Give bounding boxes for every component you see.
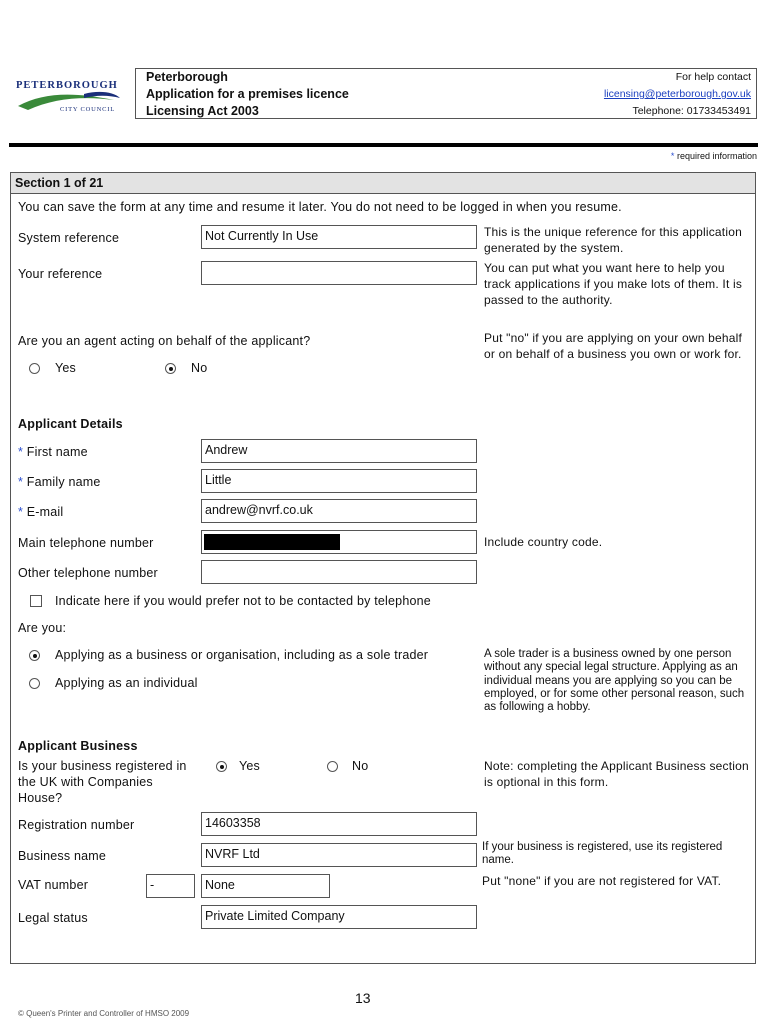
- header-title-3: Licensing Act 2003: [146, 104, 259, 118]
- copyright-footer: © Queen's Printer and Controller of HMSO 2009: [18, 1009, 190, 1018]
- contact-email-link[interactable]: licensing@peterborough.gov.uk: [603, 88, 751, 100]
- are-you-label: Are you:: [18, 621, 67, 635]
- agent-yes-label: Yes: [55, 361, 76, 375]
- header-titles: [146, 69, 349, 120]
- vat-number-input[interactable]: None: [201, 874, 330, 898]
- header-rule: [9, 143, 758, 147]
- registered-no-label: No: [352, 759, 369, 773]
- first-name-label: * First name: [18, 445, 88, 459]
- page-number: 13: [355, 990, 371, 1006]
- agent-yes-radio[interactable]: [29, 363, 40, 374]
- council-logo: [14, 80, 122, 116]
- agent-no-radio[interactable]: [165, 363, 176, 374]
- business-note: Note: completing the Applicant Business section is optional in this form.: [484, 759, 749, 789]
- system-ref-field[interactable]: Not Currently In Use: [201, 225, 477, 249]
- required-note: * required information: [670, 151, 757, 161]
- applicant-business-heading: Applicant Business: [18, 739, 138, 753]
- header-contact: [604, 69, 751, 120]
- no-telephone-checkbox[interactable]: [30, 595, 42, 607]
- individual-option-label: Applying as an individual: [55, 676, 198, 690]
- individual-option-radio[interactable]: [29, 678, 40, 689]
- business-name-label: Business name: [18, 849, 107, 863]
- other-phone-label: Other telephone number: [18, 566, 158, 580]
- reg-number-input[interactable]: 14603358: [201, 812, 477, 836]
- business-option-radio[interactable]: [29, 650, 40, 661]
- header-title-2: Application for a premises licence: [146, 87, 349, 101]
- vat-help: Put "none" if you are not registered for VAT.: [482, 874, 722, 888]
- vat-prefix-input[interactable]: -: [146, 874, 195, 898]
- email-label: * E-mail: [18, 505, 64, 519]
- contact-telephone: Telephone: 01733453491: [632, 105, 751, 117]
- email-input[interactable]: andrew@nvrf.co.uk: [201, 499, 477, 523]
- main-phone-help: Include country code.: [484, 535, 603, 549]
- family-name-label: * Family name: [18, 475, 101, 489]
- logo-wordmark: PETERBOROUGH: [16, 80, 118, 91]
- section-intro: You can save the form at any time and resume it later. You do not need to be logged in when you resume.: [18, 200, 622, 214]
- system-ref-help: This is the unique reference for this application generated by the system.: [484, 225, 742, 255]
- business-option-label: Applying as a business or organisation, including as a sole trader: [55, 648, 429, 662]
- help-label: For help contact: [675, 71, 751, 83]
- your-ref-help: You can put what you want here to help you track applications if you make lots of them. It is passed to the authority.: [484, 261, 743, 307]
- sole-trader-help: A sole trader is a business owned by one person without any special legal structure. Applying as an individual means you are applying so you can be employed, or for some other personal reason, such as following a hobby.: [484, 648, 745, 714]
- redaction-block: [204, 534, 340, 550]
- section-title: Section 1 of 21: [11, 173, 755, 194]
- logo-subtitle: CITY COUNCIL: [60, 106, 116, 113]
- header-title-1: Peterborough: [146, 70, 228, 84]
- no-telephone-label: Indicate here if you would prefer not to be contacted by telephone: [55, 594, 431, 608]
- legal-status-input[interactable]: Private Limited Company: [201, 905, 477, 929]
- your-ref-label: Your reference: [18, 267, 103, 281]
- main-phone-input[interactable]: [201, 530, 477, 554]
- main-phone-label: Main telephone number: [18, 536, 154, 550]
- agent-help: Put "no" if you are applying on your own behalf or on behalf of a business you own or work for.: [484, 331, 743, 361]
- first-name-input[interactable]: Andrew: [201, 439, 477, 463]
- registered-yes-label: Yes: [239, 759, 260, 773]
- your-ref-input[interactable]: [201, 261, 477, 285]
- legal-status-label: Legal status: [18, 911, 88, 925]
- vat-label: VAT number: [18, 878, 89, 892]
- registered-yes-radio[interactable]: [216, 761, 227, 772]
- system-ref-label: System reference: [18, 231, 120, 245]
- business-name-help: If your business is registered, use its registered name.: [482, 841, 723, 867]
- other-phone-input[interactable]: [201, 560, 477, 584]
- business-name-input[interactable]: NVRF Ltd: [201, 843, 477, 867]
- agent-question: Are you an agent acting on behalf of the applicant?: [18, 334, 311, 348]
- applicant-details-heading: Applicant Details: [18, 417, 123, 431]
- registered-question: Is your business registered in the UK with Companies House?: [18, 759, 187, 805]
- agent-no-label: No: [191, 361, 208, 375]
- registered-no-radio[interactable]: [327, 761, 338, 772]
- reg-number-label: Registration number: [18, 818, 135, 832]
- family-name-input[interactable]: Little: [201, 469, 477, 493]
